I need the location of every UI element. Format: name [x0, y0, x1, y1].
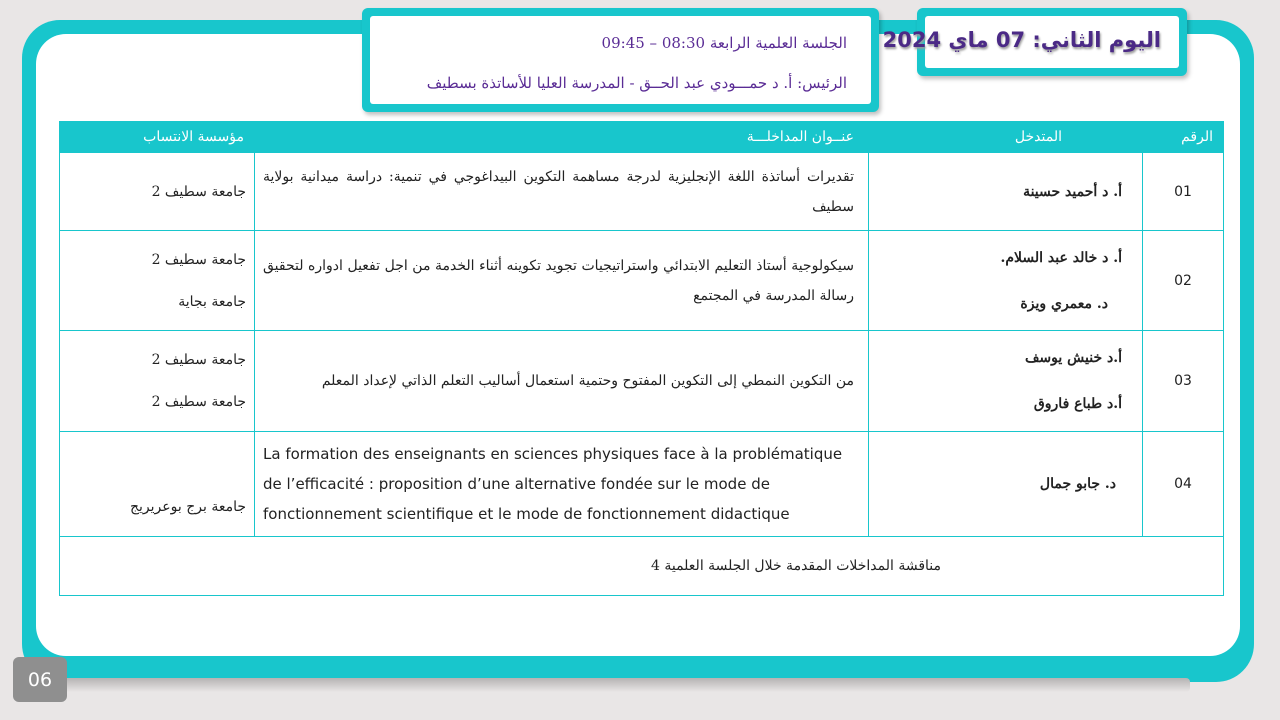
speaker-name: أ. د خالد عبد السلام. — [1000, 249, 1122, 266]
speaker-name: د. جابو جمال — [1039, 476, 1116, 492]
row-title: من التكوين النمطي إلى التكوين المفتوح وحتمية استعمال أساليب التعلم الذاتي لإعداد المعلم — [255, 331, 869, 432]
session-box — [362, 8, 879, 112]
session-chair: الرئيس: أ. د حمـــودي عبد الحــق - المدرسة العليا للأساتذة بسطيف — [426, 74, 847, 92]
program-table — [59, 121, 1224, 596]
header-number: الرقم — [1143, 122, 1224, 153]
row-number: 03 — [1143, 331, 1224, 432]
row-title: تقديرات أساتذة اللغة الإنجليزية لدرجة مساهمة التكوين البيداغوجي في تنمية: دراسة ميدانية بولاية سطيف — [255, 153, 869, 231]
row-institutions — [60, 331, 255, 432]
row-number: 04 — [1143, 432, 1224, 537]
row-title — [255, 432, 869, 537]
institution-name: جامعة بجاية — [178, 293, 246, 310]
speaker-name: أ.د طباع فاروق — [1033, 396, 1122, 412]
table-row — [60, 153, 1224, 231]
discussion-row — [60, 537, 1224, 596]
page-number-badge: 06 — [13, 657, 67, 702]
row-title-text: La formation des enseignants en sciences physiques face à la problématique de l’efficacité : proposition d’une alternative fondée sur le mode de fonctionnement scientifique et le mode de fonctionnement didactique — [263, 445, 843, 523]
row-number: 01 — [1143, 153, 1224, 231]
frame-shadow — [60, 678, 1190, 692]
table-row — [60, 331, 1224, 432]
row-speakers — [869, 153, 1143, 231]
day-date: 07 ماي 2024 — [882, 28, 1026, 52]
row-institutions — [60, 231, 255, 331]
table-row — [60, 432, 1224, 537]
institution-name: جامعة سطيف 2 — [151, 352, 246, 368]
speaker-name: أ.د خنيش يوسف — [1024, 350, 1122, 366]
day-box — [882, 8, 1187, 76]
discussion-text: مناقشة المداخلات المقدمة خلال الجلسة العلمية 4 — [60, 537, 1224, 596]
speaker-name: د. معمري ويزة — [1020, 295, 1108, 312]
day-label: اليوم الثاني: — [1032, 28, 1161, 52]
speaker-name: أ. د أحميد حسينة — [1023, 183, 1122, 200]
row-institutions — [60, 432, 255, 537]
institution-name: جامعة برج بوعريريج — [130, 499, 246, 515]
institution-name: جامعة سطيف 2 — [151, 183, 246, 200]
day-heading — [883, 28, 1161, 52]
row-speakers — [869, 231, 1143, 331]
session-time: الجلسة العلمية الرابعة 08:30 – 09:45 — [601, 34, 847, 52]
institution-name: جامعة سطيف 2 — [151, 251, 246, 268]
header-speaker: المتدخل — [869, 122, 1143, 153]
row-speakers — [869, 331, 1143, 432]
institution-name: جامعة سطيف 2 — [151, 394, 246, 410]
table-header-row — [60, 122, 1224, 153]
row-title: سيكولوجية أستاذ التعليم الابتدائي واستراتيجيات تجويد تكوينه أثناء الخدمة من اجل تفعيل ادواره لتحقيق رسالة المدرسة في المجتمع — [255, 231, 869, 331]
table-row — [60, 231, 1224, 331]
header-title: عنــوان المداخلـــة — [255, 122, 869, 153]
row-speakers — [869, 432, 1143, 537]
row-number: 02 — [1143, 231, 1224, 331]
row-institutions — [60, 153, 255, 231]
header-institution: مؤسسة الانتساب — [60, 122, 255, 153]
